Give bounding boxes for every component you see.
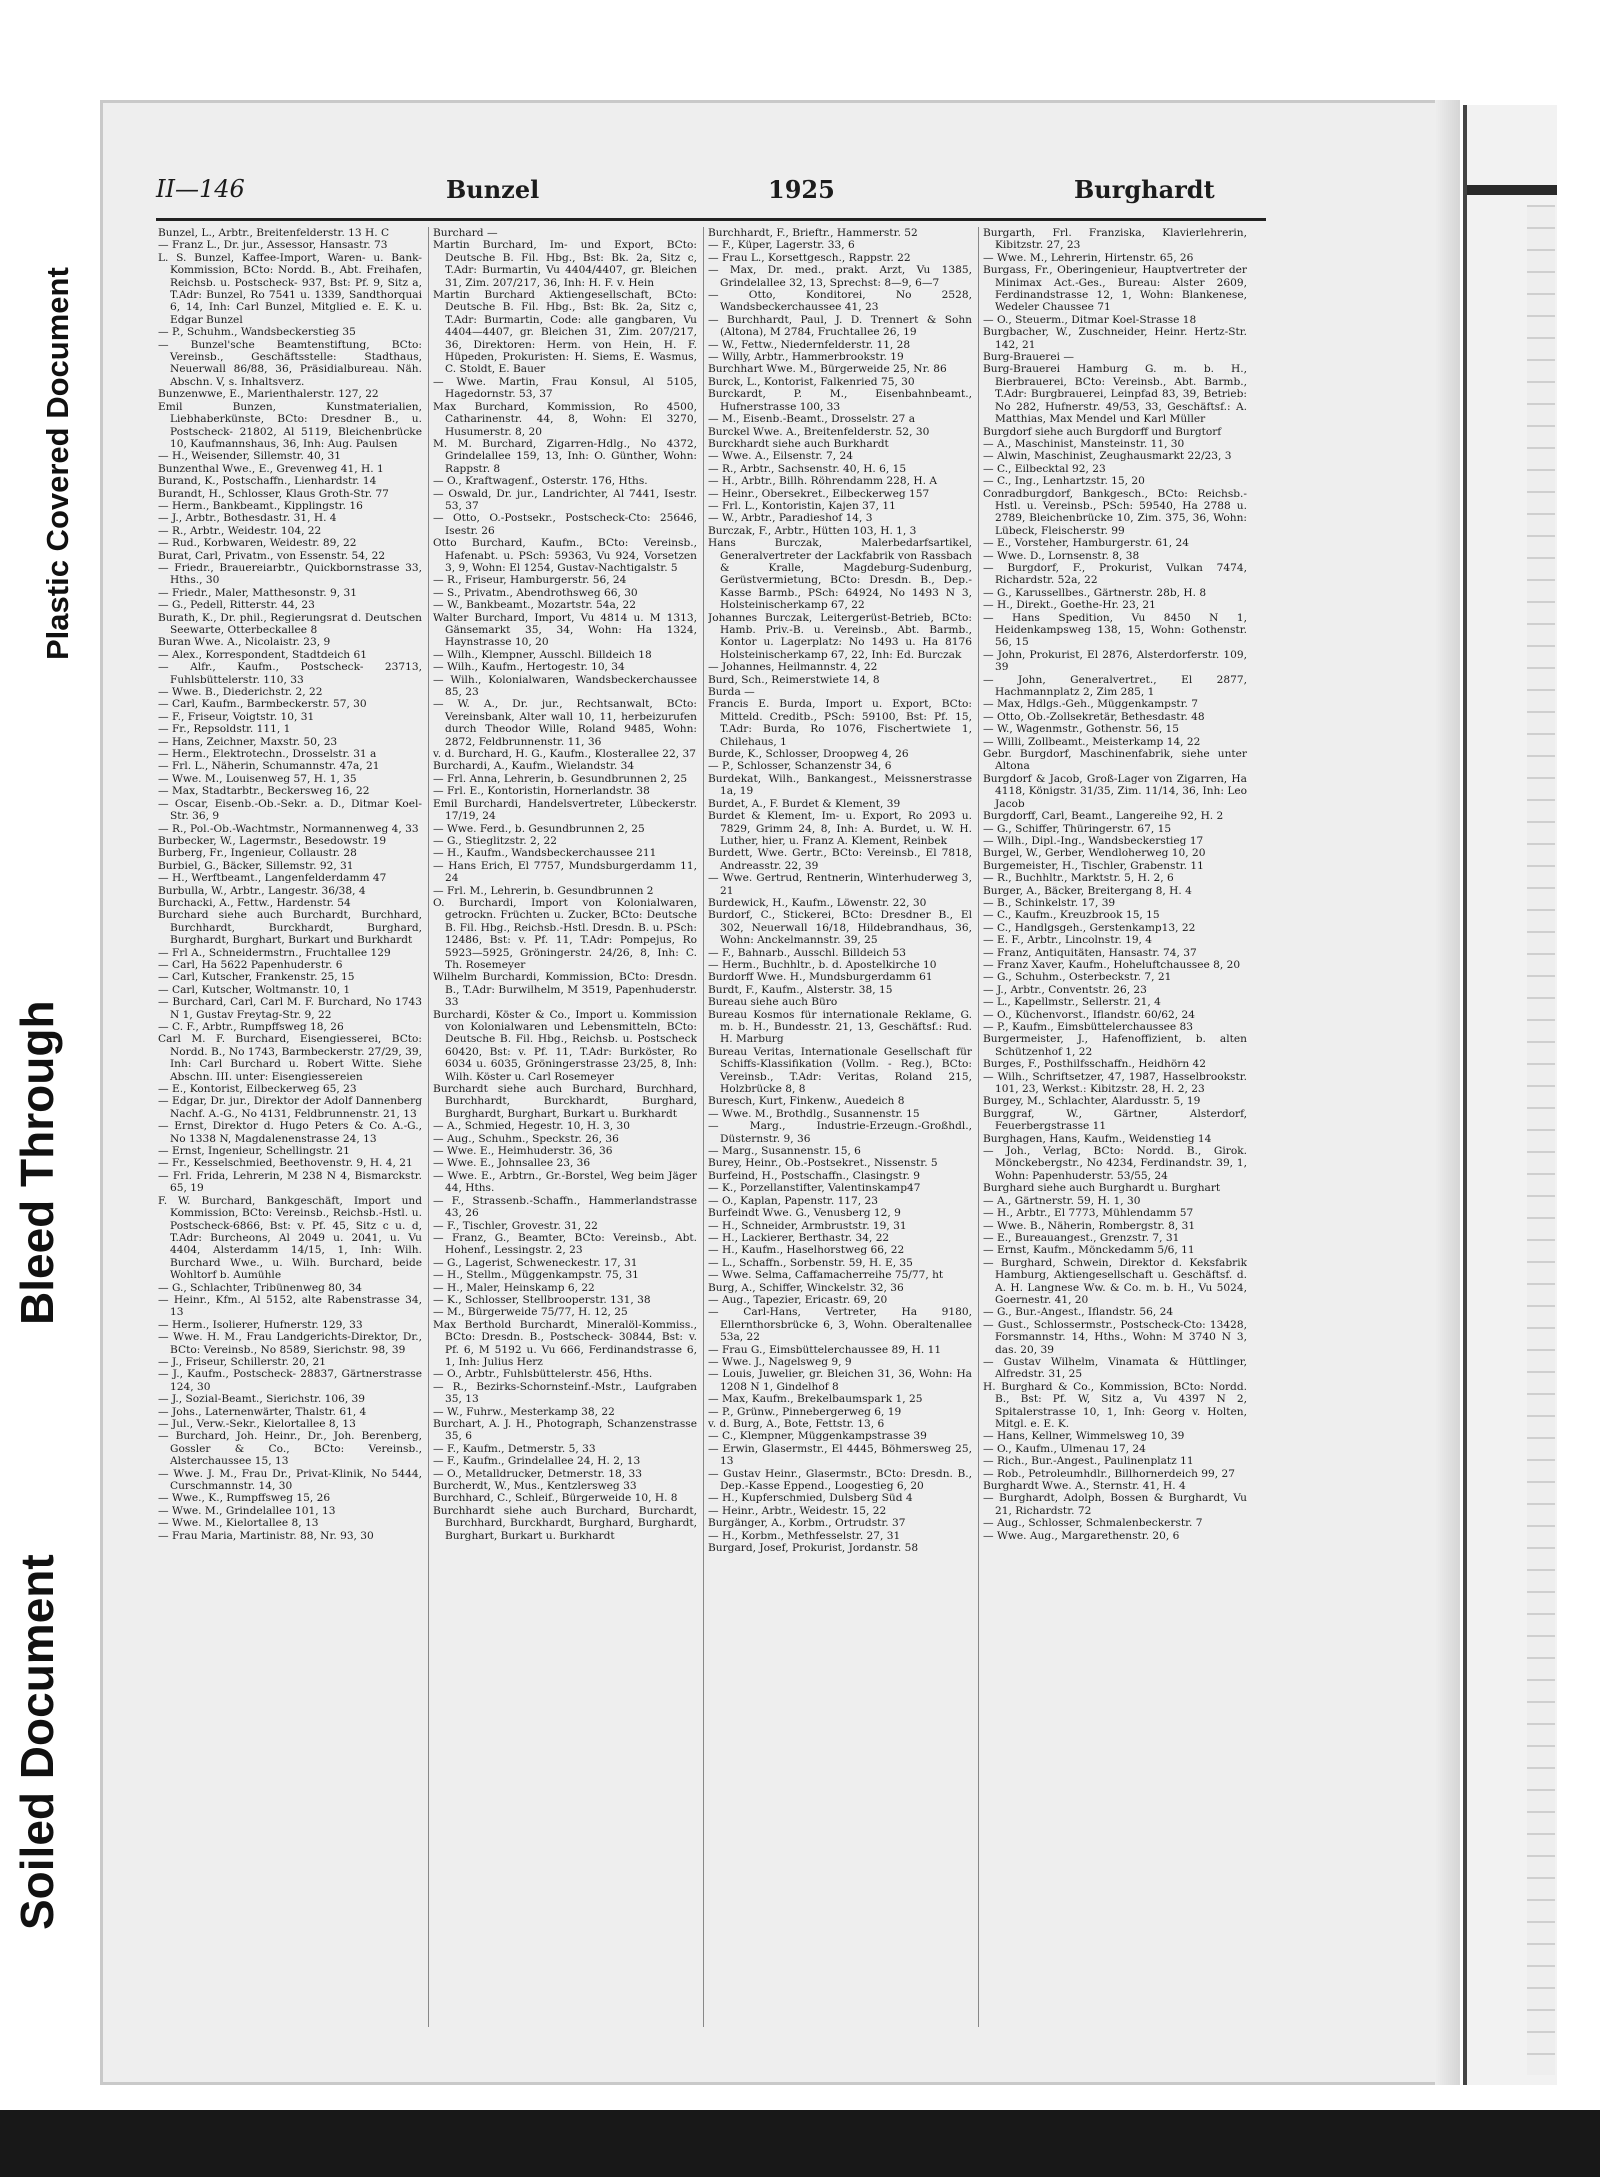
directory-entry: — R., Arbtr., Weidestr. 104, 22 [158, 524, 322, 537]
directory-entry: Burcherdt, W., Mus., Kentzlersweg 33 [433, 1480, 637, 1493]
directory-entry: Burchardi, A., Kaufm., Wielandstr. 34 [433, 760, 635, 773]
directory-entry: — Wwe. Aug., Margarethenstr. 20, 6 [983, 1529, 1180, 1542]
directory-entry: Burg-Brauerei Hamburg G. m. b. H., Bierbrauerei, BCto: Vereinsb., Abt. Barmb., T.Adr: Burgbrauerei, Leinpfad 83, 39, Betrieb: No 282, Hufnerstr. 49/53, 33, Geschäftsf.: A. Matthias, Max Mendel und Karl Müller [983, 363, 1247, 426]
directory-entry: — Wwe. M., Lehrerin, Hirtenstr. 65, 26 [983, 251, 1194, 264]
directory-entry: — H., Arbtr., Billh. Röhrendamm 228, H. A [708, 475, 938, 488]
bleed-through-label: Bleed Through [11, 1000, 63, 1325]
directory-entry: — W., Bankbeamt., Mozartstr. 54a, 22 [433, 599, 636, 612]
directory-entry: — Rud., Korbwaren, Weidestr. 89, 22 [158, 537, 357, 550]
directory-entry: — Rob., Petroleumhdlr., Billhornerdeich 99, 27 [983, 1467, 1235, 1480]
directory-entry: Max Berthold Burchardt, Mineralöl-Kommiss., BCto: Dresdn. B., Postscheck- 30844, Bst: v. Pf. 6, M 5192 u. Vu 666, Ferdinandstrasse 6, 1, Inh: Julius Herz [433, 1318, 697, 1368]
directory-entry: — C. F., Arbtr., Rumpffsweg 18, 26 [158, 1021, 344, 1033]
directory-entry: — E., Kontorist, Eilbeckerweg 65, 23 [158, 1083, 357, 1096]
directory-entry: — Erwin, Glasermstr., El 4445, Böhmersweg 25, 13 [708, 1442, 972, 1468]
directory-entry: — Heinr., Obersekret., Eilbeckerweg 157 [708, 487, 930, 500]
directory-entry: — H., Lackierer, Berthastr. 34, 22 [708, 1231, 890, 1244]
directory-entry: — H., Arbtr., El 7773, Mühlendamm 57 [983, 1207, 1194, 1220]
directory-entry: — Friedr., Maler, Matthesonstr. 9, 31 [158, 586, 357, 599]
directory-entry: — G., Schuhm., Osterbeckstr. 7, 21 [983, 971, 1172, 984]
directory-entry: — Wwe. M., Kielortallee 8, 13 [158, 1517, 319, 1530]
directory-entry: — Wwe. E., Arbtrn., Gr.-Borstel, Weg beim Jäger 44, Hths. [433, 1169, 697, 1195]
directory-entry: — A., Gärtnerstr. 59, H. 1, 30 [983, 1194, 1141, 1207]
directory-entry: — Wwe. J. M., Frau Dr., Privat-Klinik, No 5444, Curschmannstr. 14, 30 [158, 1467, 422, 1493]
directory-entry: — Johs., Laternenwärter, Thalstr. 61, 4 [158, 1405, 367, 1418]
directory-entry: — P., Kaufm., Eimsbüttelerchaussee 83 [983, 1021, 1194, 1033]
directory-entry: — Oscar, Eisenb.-Ob.-Sekr. a. D., Ditmar Koel-Str. 36, 9 [158, 797, 422, 823]
directory-entry: — Burchard, Carl, Carl M. F. Burchard, No 1743 N 1, Gustav Freytag-Str. 9, 22 [158, 996, 422, 1021]
directory-entry: — P., Schlosser, Schanzenstr 34, 6 [708, 760, 892, 773]
directory-entry: — W., Arbtr., Paradieshof 14, 3 [708, 512, 873, 525]
directory-entry: Burdett, Wwe. Gertr., BCto: Vereinsb., El 7818, Andreasstr. 22, 39 [708, 847, 972, 872]
directory-entry: Burdewick, H., Kaufm., Löwenstr. 22, 30 [708, 896, 927, 909]
directory-entry: — H., Werftbeamt., Langenfelderdamm 47 [158, 872, 387, 885]
directory-entry: — O., Küchenvorst., Iflandstr. 60/62, 24 [983, 1008, 1195, 1021]
directory-entry: Burchhart Wwe. M., Bürgerweide 25, Nr. 86 [708, 363, 947, 376]
directory-entry: — C., Ing., Lenhartzstr. 15, 20 [983, 475, 1145, 488]
directory-entry: Burgemeister, H., Tischler, Grabenstr. 11 [983, 859, 1204, 872]
directory-entry: — Aug., Schuhm., Speckstr. 26, 36 [433, 1132, 619, 1145]
directory-entry: — F., Küper, Lagerstr. 33, 6 [708, 239, 855, 252]
directory-entry: Burg-Brauerei — [983, 351, 1074, 364]
directory-column-3 [708, 227, 972, 2032]
directory-entry: Burand, K., Postschaffn., Lienhardstr. 14 [158, 475, 377, 488]
directory-entry: — H., Schneider, Armbruststr. 19, 31 [708, 1219, 907, 1232]
directory-entry: Burat, Carl, Privatm., von Essenstr. 54, 22 [158, 549, 386, 562]
header-year: 1925 [768, 175, 835, 204]
directory-entry: v. d. Burg, A., Bote, Fettstr. 13, 6 [708, 1418, 885, 1430]
directory-entry: — Max, Stadtarbtr., Beckersweg 16, 22 [158, 785, 370, 798]
header-rule [156, 218, 1266, 221]
directory-entry: Conradburgdorf, Bankgesch., BCto: Reichsb.-Hstl. u. Vereinsb., PSch: 59540, Ha 2788 u. 2789, Bleichenbrücke 10, Zim. 375, 36, Wohn: Lübeck, Fleischerstr. 99 [983, 487, 1247, 537]
directory-column-2 [433, 227, 697, 2032]
directory-entry: — Burgdorf, F., Prokurist, Vulkan 7474, Richardstr. 52a, 22 [983, 561, 1247, 587]
directory-entry: — Friedr., Brauereiarbtr., Quickbornstrasse 33, Hths., 30 [158, 561, 422, 587]
directory-entry: — Wilh., Kolonialwaren, Wandsbeckerchaussee 85, 23 [433, 673, 697, 699]
directory-entry: Burgermeister, J., Hafenoffizient, b. alten Schützenhof 1, 22 [983, 1033, 1247, 1058]
directory-entry: Burchacki, A., Fettw., Hardenstr. 54 [158, 896, 351, 909]
directory-entry: — Frau L., Korsettgesch., Rappstr. 22 [708, 251, 911, 264]
directory-entry: Burandt, H., Schlosser, Klaus Groth-Str. 77 [158, 487, 389, 500]
directory-entry: — Carl, Kutscher, Frankenstr. 25, 15 [158, 971, 355, 984]
directory-entry: Burchhard, C., Schleif., Bürgerweide 10, H. 8 [433, 1492, 678, 1505]
adjacent-page-text-edge [1527, 205, 1555, 2075]
directory-entry: — Alfr., Kaufm., Postscheck- 23713, Fuhlsbüttelerstr. 110, 33 [158, 661, 422, 686]
directory-entry: Burde, K., Schlosser, Droopweg 4, 26 [708, 748, 909, 761]
directory-entry: — Wilh., Schriftsetzer, 47, 1987, Hasselbrookstr. 101, 23, Werkst.: Kibitzstr. 28, H. 2, 23 [983, 1070, 1247, 1096]
directory-entry: Burghardt Wwe. A., Sternstr. 41, H. 4 [983, 1480, 1186, 1493]
directory-entry: — C., Handlgsgeh., Gerstenkamp13, 22 [983, 921, 1196, 934]
directory-entry: — F., Bahnarb., Ausschl. Billdeich 53 [708, 946, 906, 959]
directory-entry: Burdet & Klement, Im- u. Export, Ro 2093 u. 7829, Grimm 24, 8, Inh: A. Burdet, u. W. H. Luther, hier, u. Franz A. Klement, Reinbek [708, 810, 972, 847]
directory-entry: — C., Klempner, Müggenkampstrasse 39 [708, 1430, 927, 1443]
column-divider [428, 227, 429, 2027]
directory-entry: — Wilh., Kaufm., Hertogestr. 10, 34 [433, 661, 625, 674]
directory-entry: — H., Direkt., Goethe-Hr. 23, 21 [983, 599, 1156, 612]
directory-entry: — O., Metalldrucker, Detmerstr. 18, 33 [433, 1467, 642, 1480]
directory-entry: — W., Wagenmstr., Gothenstr. 56, 15 [983, 723, 1180, 736]
header-last-name: Burghardt [1074, 175, 1215, 204]
directory-entry: Burgel, W., Gerber, Wendloherweg 10, 20 [983, 847, 1206, 860]
directory-entry: — Hans, Kellner, Wimmelsweg 10, 39 [983, 1430, 1185, 1443]
directory-entry: — Franz Xaver, Kaufm., Hoheluftchaussee 8, 20 [983, 958, 1241, 971]
directory-entry: — Frl. E., Kontoristin, Hornerlandstr. 38 [433, 785, 650, 798]
directory-entry: — Burchard, Joh. Heinr., Dr., Joh. Berenberg, Gossler & Co., BCto: Vereinsb., Alsterchaussee 15, 13 [158, 1430, 422, 1468]
page-number: II—146 [156, 175, 245, 203]
directory-entry: — J., Arbtr., Bothesdastr. 31, H. 4 [158, 512, 337, 525]
directory-entry: — F., Tischler, Grovestr. 31, 22 [433, 1219, 598, 1232]
directory-entry: — Aug., Schlosser, Schmalenbeckerstr. 7 [983, 1517, 1203, 1530]
directory-entry: — L., Kapellmstr., Sellerstr. 21, 4 [983, 996, 1161, 1009]
directory-entry: — Carl, Kutscher, Woltmanstr. 10, 1 [158, 983, 351, 996]
directory-entry: Burggraf, W., Gärtner, Alsterdorf, Feuerbergstrasse 11 [983, 1107, 1247, 1133]
directory-entry: Francis E. Burda, Import u. Export, BCto: Mitteld. Creditb., PSch: 59100, Bst: Pf. 15, T.Adr: Burda, Ro 1076, Fischertwiete 1, Chilehaus, 1 [708, 698, 972, 748]
directory-entry: — Aug., Tapezier, Ericastr. 69, 20 [708, 1293, 888, 1306]
directory-entry: — G., Schlachter, Tribünenweg 80, 34 [158, 1281, 363, 1294]
directory-entry: — K., Porzellanstifter, Valentinskamp47 [708, 1182, 921, 1195]
directory-entry: — G., Bur.-Angest., Iflandstr. 56, 24 [983, 1306, 1174, 1319]
directory-entry: Burgdorff, Carl, Beamt., Langereihe 92, H. 2 [983, 810, 1224, 823]
directory-entry: Burda — [708, 686, 755, 699]
directory-entry: — Alex., Korrespondent, Stadtdeich 61 [158, 648, 367, 661]
directory-entry: — H., Maler, Heinskamp 6, 22 [433, 1281, 595, 1294]
directory-entry: — M., Eisenb.-Beamt., Drosselstr. 27 a [708, 413, 916, 426]
directory-entry: Burdorff Wwe. H., Mundsburgerdamm 61 [708, 971, 933, 984]
directory-entry: Max Burchard, Kommission, Ro 4500, Catharinenstr. 44, 8, Wohn: El 3270, Husumerstr. 8, 20 [433, 400, 697, 438]
directory-entry: Burgdorf siehe auch Burgdorff und Burgtorf [983, 425, 1222, 438]
directory-entry: — Frau Maria, Martinistr. 88, Nr. 93, 30 [158, 1529, 374, 1542]
directory-entry: — Wwe. D., Lornsenstr. 8, 38 [983, 549, 1140, 562]
directory-entry: — C., Kaufm., Kreuzbrook 15, 15 [983, 909, 1160, 922]
directory-column-1 [158, 227, 422, 2032]
directory-entry: — Frl. Frida, Lehrerin, M 238 N 4, Bismarckstr. 65, 19 [158, 1169, 422, 1195]
directory-entry: — Otto, Konditorei, No 2528, Wandsbeckerchaussee 41, 23 [708, 289, 972, 314]
directory-entry: — L., Schaffn., Sorbenstr. 59, H. E, 35 [708, 1256, 913, 1269]
directory-entry: Burbiel, G., Bäcker, Sillemstr. 92, 31 [158, 859, 354, 872]
directory-entry: F. W. Burchard, Bankgeschäft, Import und Kommission, BCto: Vereinsb., Reichsb.-Hstl. u. Postscheck-6866, Bst: v. Pf. 45, Sitz c u. d, T.Adr: Burcheons, Al 2049 u. 2041, u. Vu 4404, Alsterdamm 14/15, 1, Inh: Wilh. Burchard Wwe., u. Wilh. Burchard, beide Wohltorf b. Aumühle [158, 1194, 422, 1282]
directory-entry: — Ernst, Ingenieur, Schellingstr. 21 [158, 1145, 350, 1158]
directory-entry: — A., Maschinist, Mansteinstr. 11, 30 [983, 437, 1185, 450]
adjacent-page-edge [1463, 105, 1557, 2085]
directory-entry: — S., Privatm., Abendrothsweg 66, 30 [433, 586, 638, 599]
directory-entry: — W., Fettw., Niedernfelderstr. 11, 28 [708, 338, 911, 351]
directory-entry: — K., Schlosser, Stellbrooperstr. 131, 38 [433, 1293, 651, 1306]
directory-entry: Burfeind, H., Postschaffn., Clasingstr. 9 [708, 1169, 920, 1182]
directory-entry: — Burchhardt, Paul, J. D. Trennert & Sohn (Altona), M 2784, Fruchtallee 26, 19 [708, 313, 972, 339]
directory-entry: Walter Burchard, Import, Vu 4814 u. M 1313, Gänsemarkt 35, 34, Wohn: Ha 1324, Haynstrasse 10, 20 [433, 611, 697, 649]
directory-entry: — Wwe. M., Grindelallee 101, 13 [158, 1504, 336, 1517]
directory-entry: — E. F., Arbtr., Lincolnstr. 19, 4 [983, 934, 1153, 947]
directory-entry: — J., Sozial-Beamt., Sierichstr. 106, 39 [158, 1393, 366, 1406]
directory-entry: — John, Generalvertret., El 2877, Hachmannplatz 2, Zim 285, 1 [983, 673, 1247, 699]
directory-entry: Bunzel, L., Arbtr., Breitenfelderstr. 13 H. C [158, 227, 390, 239]
directory-entry: — Wwe. M., Brothdlg., Susannenstr. 15 [708, 1107, 920, 1120]
directory-entry: — Johannes, Heilmannstr. 4, 22 [708, 661, 878, 674]
directory-entry: — R., Friseur, Hamburgerstr. 56, 24 [433, 574, 627, 587]
directory-entry: Emil Burchardi, Handelsvertreter, Lübeckerstr. 17/19, 24 [433, 797, 697, 823]
directory-entry: Bureau Kosmos für internationale Reklame, G. m. b. H., Bundesstr. 21, 13, Geschäftsf.: Rud. H. Marburg [708, 1008, 972, 1046]
directory-entry: — Jul., Verw.-Sekr., Kielortallee 8, 13 [158, 1418, 356, 1430]
directory-entry: — Wwe. J., Nagelsweg 9, 9 [708, 1355, 852, 1368]
directory-entry: Wilhelm Burchardi, Kommission, BCto: Dresdn. B., T.Adr: Burwilhelm, M 3519, Papenhuderstr. 33 [433, 971, 697, 1009]
directory-entry: Burchhardt, F., Brieftr., Hammerstr. 52 [708, 227, 918, 239]
directory-entry: — P., Schuhm., Wandsbeckerstieg 35 [158, 326, 356, 339]
directory-entry: — R., Pol.-Ob.-Wachtmstr., Normannenweg 4, 33 [158, 822, 419, 835]
directory-entry: — Wwe. E., Heimhuderstr. 36, 36 [433, 1145, 613, 1158]
directory-entry: — Rich., Bur.-Angest., Paulinenplatz 11 [983, 1455, 1194, 1468]
directory-entry: — O., Kaufm., Ulmenau 17, 24 [983, 1442, 1146, 1455]
directory-entry: Burey, Heinr., Ob.-Postsekret., Nissenstr. 5 [708, 1157, 938, 1170]
directory-entry: — Franz, Antiquitäten, Hansastr. 74, 37 [983, 946, 1197, 959]
directory-entry: — Hans, Zeichner, Maxstr. 50, 23 [158, 735, 338, 748]
directory-entry: — E., Bureauangest., Grenzstr. 7, 31 [983, 1231, 1180, 1244]
scan-condition-labels [0, 120, 95, 1930]
page-header [156, 175, 1236, 215]
directory-entry: — F., Friseur, Voigtstr. 10, 31 [158, 710, 315, 723]
directory-entry: Burghard siehe auch Burghardt u. Burghart [983, 1182, 1221, 1195]
directory-entry: — Wwe. Ferd., b. Gesundbrunnen 2, 25 [433, 822, 645, 835]
directory-entry: Burges, F., Posthilfsschaffn., Heidhörn 42 [983, 1058, 1206, 1071]
directory-entry: Burdorf, C., Stickerei, BCto: Dresdner B., El 302, Neuerwall 16/18, Hildebrandhaus, 36, Wohn: Anckelmannstr. 39, 25 [708, 909, 972, 947]
directory-entry: — Gust., Schlossermstr., Postscheck-Cto: 13428, Forsmannstr. 14, Hths., Wohn: M 3740 N 3, das. 20, 39 [983, 1318, 1247, 1356]
directory-entry: — R., Bezirks-Schornsteinf.-Mstr., Laufgraben 35, 13 [433, 1380, 697, 1406]
directory-entry: — Ernst, Direktor d. Hugo Peters & Co. A.-G., No 1338 N, Magdalenenstrasse 24, 13 [158, 1120, 422, 1145]
directory-entry: — R., Arbtr., Sachsenstr. 40, H. 6, 15 [708, 462, 907, 475]
directory-entry: — Wwe. E., Johnsallee 23, 36 [433, 1157, 591, 1170]
directory-entry: — G., Lagerist, Schweneckestr. 17, 31 [433, 1256, 638, 1269]
directory-entry: Burger, A., Bäcker, Breitergang 8, H. 4 [983, 884, 1192, 897]
directory-entry: — Joh., Verlag, BCto: Nordd. B., Girok. Mönckebergstr., No 4234, Ferdinandstr. 39, 1, Wohn: Papenhuderstr. 53/55, 24 [983, 1145, 1247, 1182]
directory-entry: — G., Karussellbes., Gärtnerstr. 28b, H. 8 [983, 586, 1207, 599]
directory-entry: Martin Burchard, Im- und Export, BCto: Deutsche B. Fil. Hbg., Bst: Bk. 2a, Sitz c, T.Adr: Burmartin, Vu 4404/4407, gr. Bleichen 31, Zim. 207/217, 36, Inh: H. F. v. Hein [433, 239, 697, 289]
directory-entry: — Wilh., Dipl.-Ing., Wandsbeckerstieg 17 [983, 834, 1204, 847]
directory-entry: — Marg., Susannenstr. 15, 6 [708, 1145, 861, 1158]
directory-entry: — Hans Spedition, Vu 8450 N 1, Heidenkampsweg 138, 15, Wohn: Gothenstr. 56, 15 [983, 611, 1247, 649]
directory-entry: — Herm., Isolierer, Hufnerstr. 129, 33 [158, 1318, 363, 1331]
directory-entry: — F., Kaufm., Detmerstr. 5, 33 [433, 1442, 596, 1455]
directory-entry: — F., Kaufm., Grindelallee 24, H. 2, 13 [433, 1455, 641, 1468]
directory-entry: Burgass, Fr., Oberingenieur, Hauptvertreter der Minimax Act.-Ges., Bureau: Alster 2609, Ferdinandstrasse 12, 1, Wohn: Blankenese, Wedeler Chaussee 71 [983, 264, 1247, 314]
directory-entry: — Frl. M., Lehrerin, b. Gesundbrunnen 2 [433, 884, 654, 897]
adjacent-page-rule [1467, 185, 1557, 195]
directory-entry: — Heinr., Kfm., Al 5152, alte Rabenstrasse 34, 13 [158, 1293, 422, 1319]
directory-column-4 [983, 227, 1247, 2032]
directory-entry: O. Burchardi, Import von Kolonialwaren, getrockn. Früchten u. Zucker, BCto: Deutsche B. Fil. Hbg., Reichsb.-Hstl. Dresdn. B. u. PSch: 12486, Bst: v. Pf. 11, T.Adr: Pompejus, Ro 5923—5925, Gröningerstr. 24/26, 8, Inh: C. Th. Rosemeyer [433, 896, 697, 971]
directory-entry: — M., Bürgerweide 75/77, H. 12, 25 [433, 1306, 628, 1319]
directory-entry: Bunzenwwe, E., Marienthalerstr. 127, 22 [158, 388, 379, 401]
directory-entry: Gebr. Burgdorf, Maschinenfabrik, siehe unter Altona [983, 748, 1247, 773]
directory-entry: — Frau G., Eimsbüttelerchaussee 89, H. 11 [708, 1343, 942, 1356]
directory-entry: — Wilh., Klempner, Ausschl. Billdeich 18 [433, 648, 652, 661]
directory-entry: Burath, K., Dr. phil., Regierungsrat d. Deutschen Seewarte, Otterbeckallee 8 [158, 611, 422, 636]
directory-entry: — J., Kaufm., Postscheck- 28837, Gärtnerstrasse 124, 30 [158, 1368, 422, 1393]
directory-entry: — O., Kaplan, Papenstr. 117, 23 [708, 1194, 879, 1207]
header-first-name: Bunzel [446, 175, 540, 204]
directory-entry: Burckardt, P. M., Eisenbahnbeamt., Hufnerstrasse 100, 33 [708, 388, 972, 413]
directory-entry: Burd, Sch., Reimerstwiete 14, 8 [708, 673, 880, 686]
directory-entry: Carl M. F. Burchard, Eisengiesserei, BCto: Nordd. B., No 1743, Barmbeckerstr. 27/29, 39, Inh: Carl Burchard u. Robert Witte. Siehe Abschn. III. unter: Eisengiessereien [158, 1033, 422, 1083]
directory-entry: Burdekat, Wilh., Bankangest., Meissnerstrasse 1a, 19 [708, 772, 972, 798]
directory-entry: — Willy, Arbtr., Hammerbrookstr. 19 [708, 351, 904, 364]
directory-entry: Burgey, M., Schlachter, Alardusstr. 5, 19 [983, 1095, 1201, 1108]
directory-entry: Burchard — [433, 227, 498, 239]
soiled-document-label: Soiled Document [11, 1554, 63, 1930]
directory-entry: Burczak, F., Arbtr., Hütten 103, H. 1, 3 [708, 524, 917, 537]
directory-entry: Burckhardt siehe auch Burkhardt [708, 437, 889, 450]
directory-entry: Buran Wwe. A., Nicolaistr. 23, 9 [158, 636, 331, 649]
directory-entry: — Alwin, Maschinist, Zeughausmarkt 22/23, 3 [983, 450, 1232, 463]
directory-entry: — Wwe. M., Louisenweg 57, H. 1, 35 [158, 772, 357, 785]
directory-entry: — Max, Hdlgs.-Geh., Müggenkampstr. 7 [983, 698, 1199, 711]
directory-entry: — Herm., Bankbeamt., Kipplingstr. 16 [158, 499, 363, 512]
directory-entry: — Frl A., Schneidermstrn., Fruchtallee 129 [158, 946, 391, 959]
directory-entry: Burchart, A. J. H., Photograph, Schanzenstrasse 35, 6 [433, 1418, 697, 1443]
directory-entry: Johannes Burczak, Leitergerüst-Betrieb, BCto: Hamb. Priv.-B. u. Vereinsb., Abt. Barmb., Kontor u. Lagerplatz: No 1493 u. Ha 8176 Holsteinischerkamp 67, 22, Inh: Ed. Burczak [708, 611, 972, 661]
directory-entry: — Frl. L., Näherin, Schumannstr. 47a, 21 [158, 760, 380, 773]
directory-entry: — A., Schmied, Hegestr. 10, H. 3, 30 [433, 1120, 630, 1133]
directory-entry: Bureau Veritas, Internationale Gesellschaft für Schiffs-Klassifikation (Vollm. - Reg.), BCto: Vereinsb., T.Adr: Veritas, Roland 215, Holzbrücke 8, 8 [708, 1045, 972, 1096]
directory-entry: H. Burghard & Co., Kommission, BCto: Nordd. B., Bst: Pf. W, Sitz a, Vu 4397 N 2, Spitalerstrasse 10, 1, Inh: Georg v. Holten, Mitgl. e. E. K. [983, 1380, 1247, 1430]
directory-entry: — Marg., Industrie-Erzeugn.-Großhdl., Düsternstr. 9, 36 [708, 1120, 972, 1145]
directory-entry: — Wwe., K., Rumpffsweg 15, 26 [158, 1492, 331, 1505]
directory-entry: — Max, Dr. med., prakt. Arzt, Vu 1385, Grindelallee 32, 13, Sprechst: 8—9, 6—7 [708, 264, 972, 289]
directory-entry: — Oswald, Dr. jur., Landrichter, Al 7441, Isestr. 53, 37 [433, 487, 697, 512]
directory-entry: — B., Schinkelstr. 17, 39 [983, 896, 1116, 909]
directory-entry: — Otto, Ob.-Zollsekretär, Bethesdastr. 48 [983, 710, 1205, 723]
directory-entry: — J., Arbtr., Conventstr. 26, 23 [983, 983, 1147, 996]
directory-entry: — Hans Erich, El 7757, Mundsburgerdamm 11, 24 [433, 859, 697, 885]
directory-entry: L. S. Bunzel, Kaffee-Import, Waren- u. Bank-Kommission, BCto: Nordd. B., Abt. Freihafen, Reichsb. u. Postscheck- 937, Bst: Pf. 9, Sitz a, T.Adr: Bunzel, Ro 7541 u. 1339, Sandthorquai 6, 14, Inh: Carl Bunzel, Mitglied e. E. K. u. Edgar Bunzel [158, 251, 422, 326]
directory-entry: Otto Burchard, Kaufm., BCto: Vereinsb., Hafenabt. u. PSch: 59363, Vu 924, Vorsetzen 3, 9, Wohn: El 1254, Gustav-Nachtigalstr. 5 [433, 537, 697, 574]
directory-entry: — H., Weisender, Sillemstr. 40, 31 [158, 450, 341, 463]
directory-entry: — E., Vorsteher, Hamburgerstr. 61, 24 [983, 537, 1190, 550]
directory-entry: — H., Stellm., Müggenkampstr. 75, 31 [433, 1269, 639, 1282]
directory-entry: — Frl. Anna, Lehrerin, b. Gesundbrunnen 2, 25 [433, 772, 688, 785]
directory-entry: Emil Bunzen, Kunstmaterialien, Liebhaberkünste, BCto: Dresdner B., u. Postscheck- 21802, Al 5119, Bleichenbrücke 10, Kaufmannshaus, 36, Inh: Aug. Paulsen [158, 400, 422, 450]
directory-entry: — Carl-Hans, Vertreter, Ha 9180, Ellernthorsbrücke 6, 3, Wohn. Oberaltenallee 53a, 22 [708, 1306, 972, 1344]
scan-bottom-border [0, 2110, 1600, 2177]
directory-entry: Buresch, Kurt, Finkenw., Auedeich 8 [708, 1095, 905, 1108]
directory-entry: — Herm., Buchhltr., b. d. Apostelkirche 10 [708, 958, 937, 971]
directory-entry: — H., Korbm., Methfesselstr. 27, 31 [708, 1529, 901, 1542]
directory-entry: — W. A., Dr. jur., Rechtsanwalt, BCto: Vereinsbank, Alter wall 10, 11, herbeizurufen durch Theodor Wille, Roland 9485, Wohn: 2872, Feldbrunnenstr. 11, 36 [433, 698, 697, 748]
directory-entry: — O., Arbtr., Fuhlsbüttelerstr. 456, Hths. [433, 1368, 653, 1381]
directory-entry: Burberg, Fr., Ingenieur, Collaustr. 28 [158, 847, 357, 860]
directory-entry: Burchhardt siehe auch Burchard, Burchardt, Burchhard, Burckhardt, Burghard, Burghardt, Burghart, Burkart u. Burkhardt [433, 1504, 697, 1542]
directory-entry: — Willi, Zollbeamt., Meisterkamp 14, 22 [983, 735, 1201, 748]
directory-entry: — J., Friseur, Schillerstr. 20, 21 [158, 1355, 326, 1368]
directory-entry: — H., Kaufm., Wandsbeckerchaussee 211 [433, 847, 657, 860]
directory-entry: — C., Eilbecktal 92, 23 [983, 462, 1106, 475]
directory-entry: — G., Schiffer, Thüringerstr. 67, 15 [983, 822, 1172, 835]
directory-entry: — P., Grünw., Pinnebergerweg 6, 19 [708, 1405, 902, 1418]
directory-entry: Bunzenthal Wwe., E., Grevenweg 41, H. 1 [158, 462, 384, 475]
directory-entry: Burchard siehe auch Burchardt, Burchhard, Burchhardt, Burckhardt, Burghard, Burghardt, Burghart, Burkart und Burkhardt [158, 909, 422, 947]
directory-entry: — Bunzel'sche Beamtenstiftung, BCto: Vereinsb., Geschäftsstelle: Stadthaus, Neuerwall 86/88, 36, Präsidialbureau. Näh. Abschn. V, s. Inhaltsverz. [158, 338, 422, 388]
directory-entry: Hans Burczak, Malerbedarfsartikel, Generalvertreter der Lackfabrik von Rassbach & Kralle, Magdeburg-Sudenburg, Gerüstvermietung, BCto: Dresdn. B., Dep.-Kasse Barmb., PSch: 64924, No 1493 N 3, Holsteinischerkamp 67, 22 [708, 537, 972, 612]
directory-entry: Burfeindt Wwe. G., Venusberg 12, 9 [708, 1207, 901, 1220]
directory-entry: — Wwe. Selma, Caffamacherreihe 75/77, ht [708, 1269, 944, 1282]
directory-entry: — W., Fuhrw., Mesterkamp 38, 22 [433, 1405, 615, 1418]
directory-entry: Burgard, Josef, Prokurist, Jordanstr. 58 [708, 1542, 919, 1555]
column-divider [978, 227, 979, 2027]
directory-entry: — G., Pedell, Ritterstr. 44, 23 [158, 599, 315, 612]
directory-entry: Burchardt siehe auch Burchard, Burchhard, Burchhardt, Burckhardt, Burghard, Burghardt, Burghart, Burkart u. Burkhardt [433, 1083, 697, 1120]
directory-entry: Bureau siehe auch Büro [708, 996, 838, 1009]
directory-entry: — Fr., Repsoldstr. 111, 1 [158, 723, 291, 736]
directory-entry: Burg, A., Schiffer, Winckelstr. 32, 36 [708, 1281, 904, 1294]
directory-entry: Burbulla, W., Arbtr., Langestr. 36/38, 4 [158, 884, 366, 897]
directory-entry: — Ernst, Kaufm., Mönckedamm 5/6, 11 [983, 1244, 1195, 1257]
directory-entry: — O., Steuerm., Ditmar Koel-Strasse 18 [983, 313, 1197, 326]
directory-entry: — Wwe. B., Näherin, Rombergstr. 8, 31 [983, 1219, 1196, 1232]
directory-entry: — Wwe. Gertrud, Rentnerin, Winterhuderweg 3, 21 [708, 872, 972, 897]
directory-entry: Burgdorf & Jacob, Groß-Lager von Zigarren, Ha 4118, Königstr. 31/35, Zim. 11/14, 36, Inh: Leo Jacob [983, 772, 1247, 810]
directory-entry: Burbecker, W., Lagermstr., Besedowstr. 19 [158, 834, 387, 847]
directory-entry: — R., Buchhltr., Marktstr. 5, H. 2, 6 [983, 872, 1174, 885]
directory-entry: Burdet, A., F. Burdet & Klement, 39 [708, 797, 901, 810]
directory-entry: — Herm., Elektrotechn., Drosselstr. 31 a [158, 748, 377, 761]
directory-entry: — H., Kaufm., Haselhorstweg 66, 22 [708, 1244, 905, 1257]
directory-entry: — Gustav Wilhelm, Vinamata & Hüttlinger, Alfredstr. 31, 25 [983, 1355, 1247, 1381]
directory-entry: Burckel Wwe. A., Breitenfelderstr. 52, 30 [708, 425, 930, 438]
directory-entry: — Burghard, Schwein, Direktor d. Keksfabrik Hamburg, Aktiengesellschaft u. Geschäftsf. d. A. H. Langnese Ww. & Co. m. b. H., Vu 5024, Goernestr. 41, 20 [983, 1256, 1247, 1306]
directory-entry: — Max, Kaufm., Brekelbaumspark 1, 25 [708, 1393, 923, 1406]
column-divider [703, 227, 704, 2027]
directory-entry: — Louis, Juwelier, gr. Bleichen 31, 36, Wohn: Ha 1208 N 1, Gindelhof 8 [708, 1368, 972, 1393]
directory-entry: Burdt, F., Kaufm., Alsterstr. 38, 15 [708, 983, 893, 996]
directory-entry: — Franz L., Dr. jur., Assessor, Hansastr. 73 [158, 239, 388, 252]
directory-entry: Martin Burchard Aktiengesellschaft, BCto: Deutsche B. Fil. Hbg., Bst: Bk. 2a, Sitz c, T.Adr: Burmartin, Code: alle gangbaren, Vu 4404—4407, gr. Bleichen 31, Zim. 207/217, 36, Direktoren: Herm. von Hein, H. F. Hüpeden, Prokuristen: H. Siems, E. Wasmus, C. Stoldt, E. Bauer [433, 289, 697, 376]
directory-entry: Burgarth, Frl. Franziska, Klavierlehrerin, Kibitzstr. 27, 23 [983, 227, 1247, 252]
directory-entry: Burgbacher, W., Zuschneider, Heinr. Hertz-Str. 142, 21 [983, 326, 1247, 351]
directory-entry: — Franz, G., Beamter, BCto: Vereinsb., Abt. Hohenf., Lessingstr. 2, 23 [433, 1231, 697, 1257]
directory-entry: v. d. Burchard, H. G., Kaufm., Klosterallee 22, 37 [433, 748, 696, 761]
directory-entry: Burghagen, Hans, Kaufm., Weidenstieg 14 [983, 1132, 1212, 1145]
directory-entry: — Wwe. Martin, Frau Konsul, Al 5105, Hagedornstr. 53, 37 [433, 375, 697, 401]
directory-entry: Burchardi, Köster & Co., Import u. Kommission von Kolonialwaren und Lebensmitteln, BCto: Deutsche B. Fil. Hbg., Reichsb. u. Postscheck 60420, Bst: v. Pf. 11, T.Adr: Burköster, Ro 6034 u. 6035, Gröningerstrasse 23/25, 8, Inh: Wilh. Köster u. Carl Rosemeyer [433, 1008, 697, 1083]
directory-page [100, 100, 1460, 2085]
directory-entry: — Heinr., Arbtr., Weidestr. 15, 22 [708, 1504, 887, 1517]
plastic-covered-label: Plastic Covered Document [40, 267, 75, 660]
directory-entry: — Frl. L., Kontoristin, Kajen 37, 11 [708, 499, 896, 512]
directory-entry: — Carl, Ha 5622 Papenhuderstr. 6 [158, 958, 343, 971]
directory-entry: Burgänger, A., Korbm., Ortrudstr. 37 [708, 1517, 906, 1530]
directory-entry: — Wwe. A., Eilsenstr. 7, 24 [708, 450, 853, 463]
page-gutter-shadow [1435, 100, 1460, 2085]
directory-entry: — Wwe. H. M., Frau Landgerichts-Direktor, Dr., BCto: Vereinsb., No 8589, Sierichstr. 98, 39 [158, 1331, 422, 1356]
directory-entry: — Gustav Heinr., Glasermstr., BCto: Dresdn. B., Dep.-Kasse Eppend., Loogestieg 6, 20 [708, 1467, 972, 1493]
directory-entry: — G., Stieglitzstr. 2, 22 [433, 834, 557, 847]
directory-entry: — F., Strassenb.-Schaffn., Hammerlandstrasse 43, 26 [433, 1194, 697, 1220]
directory-entry: — Wwe. B., Diederichstr. 2, 22 [158, 686, 323, 699]
directory-entry: — Edgar, Dr. jur., Direktor der Adolf Dannenberg Nachf. A.-G., No 4131, Feldbrunnenstr. 21, 13 [158, 1095, 422, 1120]
directory-entry: — Burghardt, Adolph, Bossen & Burghardt, Vu 21, Richardstr. 72 [983, 1492, 1247, 1517]
directory-entry: — Fr., Kesselschmied, Beethovenstr. 9, H. 4, 21 [158, 1157, 413, 1170]
directory-entry: Burck, L., Kontorist, Falkenried 75, 30 [708, 375, 915, 388]
directory-entry: M. M. Burchard, Zigarren-Hdlg., No 4372, Grindelallee 159, 13, Inh: O. Günther, Wohn: Rappstr. 8 [433, 437, 697, 475]
directory-entry: — O., Kraftwagenf., Osterstr. 176, Hths. [433, 475, 648, 488]
directory-entry: — H., Kupferschmied, Dulsberg Süd 4 [708, 1492, 913, 1505]
directory-entry: — Otto, O.-Postsekr., Postscheck-Cto: 25646, Isestr. 26 [433, 512, 697, 537]
directory-entry: — John, Prokurist, El 2876, Alsterdorferstr. 109, 39 [983, 648, 1247, 674]
directory-entry: — Carl, Kaufm., Barmbeckerstr. 57, 30 [158, 698, 367, 711]
